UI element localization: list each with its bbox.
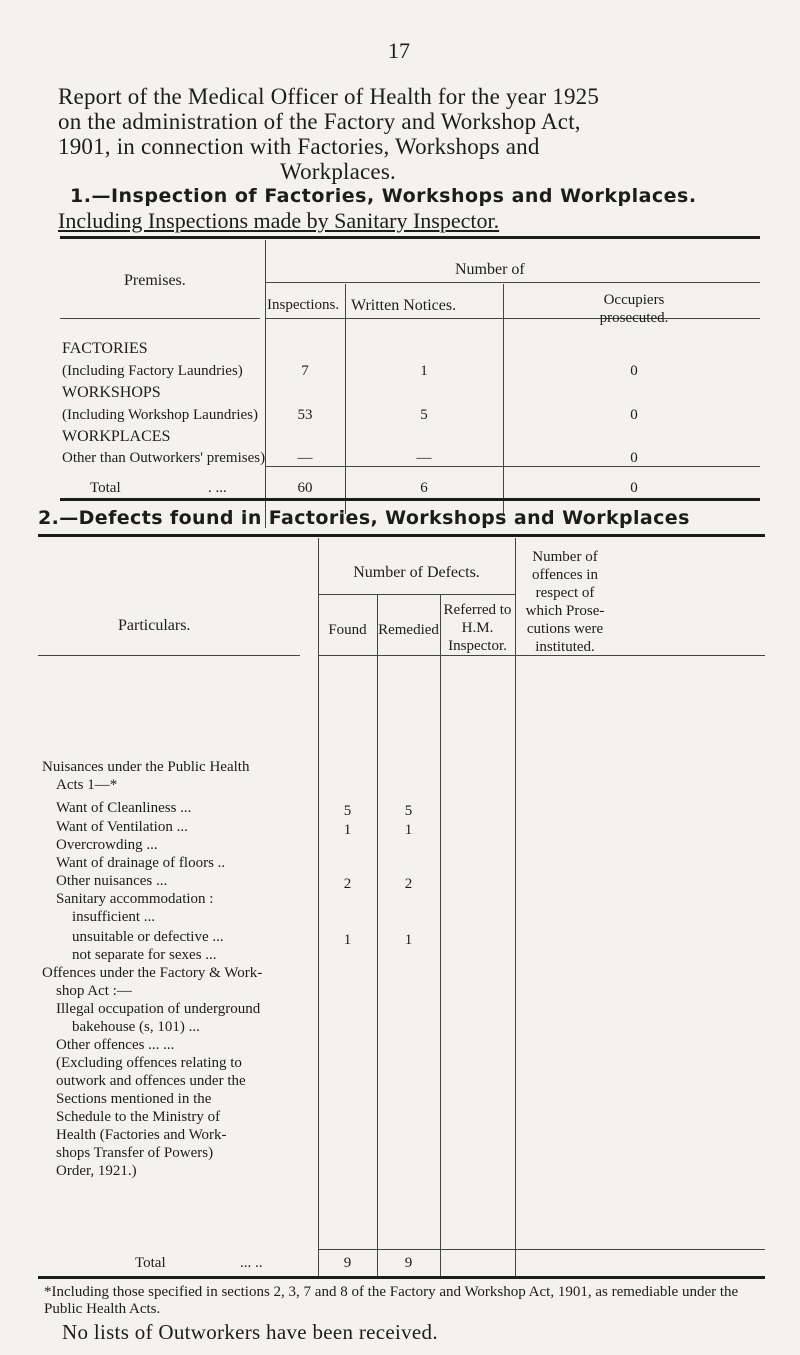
header-rule xyxy=(265,282,760,283)
row-label: Other than Outworkers' premises) xyxy=(62,450,266,466)
referred-header: Inspector. xyxy=(448,638,507,654)
report-title xyxy=(58,84,758,184)
particular-row: Health (Factories and Work- xyxy=(56,1127,227,1143)
premises-header: Premises. xyxy=(124,272,186,289)
particular-row: insufficient ... xyxy=(72,909,156,925)
row-label: (Including Factory Laundries) xyxy=(62,363,243,379)
particular-row: Want of Cleanliness ... xyxy=(56,800,192,816)
particular-row: Want of Ventilation ... xyxy=(56,819,188,835)
remedied-value: 2 xyxy=(404,876,413,892)
page-number: 17 xyxy=(388,38,410,63)
inspections-header: Inspections. xyxy=(267,297,340,313)
inspections-value: — xyxy=(297,450,313,466)
remedied-header: Remedied xyxy=(378,622,439,638)
particular-row: not separate for sexes ... xyxy=(72,947,217,963)
row-label: FACTORIES xyxy=(62,340,148,357)
total-dots: . ... xyxy=(208,480,227,496)
prosecuted-value: 0 xyxy=(630,450,638,466)
particular-row: Schedule to the Ministry of xyxy=(56,1109,221,1125)
total-inspections: 60 xyxy=(297,480,313,496)
particular-row: Sanitary accommodation : xyxy=(56,891,214,907)
column-divider xyxy=(440,594,441,1276)
number-of-header: Number of xyxy=(455,261,525,278)
title-line: Report of the Medical Officer of Health for the year 1925 xyxy=(58,84,600,109)
prosecuted-value: 0 xyxy=(630,407,638,423)
inspections-value: 7 xyxy=(301,363,309,379)
particular-row: Other nuisances ... xyxy=(56,873,168,889)
table-bottom-rule xyxy=(38,1276,765,1279)
total-dots: ... .. xyxy=(240,1255,263,1271)
occupiers-header: Occupiers xyxy=(603,292,665,308)
particular-row: Illegal occupation of underground xyxy=(56,1001,261,1017)
prosecutions-header-line: respect of xyxy=(535,585,595,601)
particular-row: Want of drainage of floors .. xyxy=(56,855,226,871)
title-line: on the administration of the Factory and Workshop Act, xyxy=(58,109,581,134)
prosecutions-header-line: which Prose- xyxy=(525,603,605,619)
section1-subheading: Including Inspections made by Sanitary Inspector. xyxy=(58,208,500,233)
header-rule xyxy=(38,655,300,656)
row-label: WORKSHOPS xyxy=(62,384,161,401)
total-remedied: 9 xyxy=(404,1255,413,1271)
total-label: Total xyxy=(135,1255,166,1271)
prosecutions-header-line: Number of xyxy=(532,549,598,565)
prosecutions-header-line: cutions were xyxy=(526,621,604,637)
remedied-value: 5 xyxy=(404,803,413,819)
row-label: WORKPLACES xyxy=(62,428,171,445)
row-label: (Including Workshop Laundries) xyxy=(62,407,258,423)
section2-heading: 2.—Defects found in Factories, Workshops and Workplaces xyxy=(38,507,690,529)
particular-row: Other offences ... ... xyxy=(56,1037,175,1053)
total-found: 9 xyxy=(343,1255,352,1271)
closing-statement: No lists of Outworkers have been received. xyxy=(62,1320,438,1344)
particular-row: shop Act :— xyxy=(56,983,132,999)
particulars-header: Particulars. xyxy=(118,617,191,634)
section1-heading: 1.—Inspection of Factories, Workshops and Workplaces. xyxy=(70,185,697,207)
column-divider xyxy=(515,538,516,1276)
particular-row: Sections mentioned in the xyxy=(56,1091,212,1107)
written-notices-header: Written Notices. xyxy=(351,297,457,314)
notices-value: 1 xyxy=(420,363,428,379)
title-line: Workplaces. xyxy=(280,159,396,184)
title-line: 1901, in connection with Factories, Workshops and xyxy=(58,134,540,159)
particular-row: Overcrowding ... xyxy=(56,837,158,853)
inspections-value: 53 xyxy=(297,407,313,423)
prosecuted-header: prosecuted. xyxy=(599,310,669,326)
particular-row: bakehouse (s, 101) ... xyxy=(72,1019,200,1035)
total-label: Total xyxy=(90,480,121,496)
total-rule xyxy=(318,1249,765,1250)
particular-row: (Excluding offences relating to xyxy=(56,1055,242,1071)
total-notices: 6 xyxy=(420,480,428,496)
particular-row: Offences under the Factory & Work- xyxy=(42,965,263,981)
found-value: 1 xyxy=(343,822,352,838)
referred-header: Referred to xyxy=(443,602,512,618)
total-prosecuted: 0 xyxy=(630,480,638,496)
column-divider xyxy=(318,538,319,1276)
notices-value: — xyxy=(416,450,432,466)
found-value: 2 xyxy=(343,876,352,892)
found-value: 1 xyxy=(343,932,352,948)
particular-row: shops Transfer of Powers) xyxy=(56,1145,214,1161)
header-rule xyxy=(318,594,515,595)
table-top-rule xyxy=(38,534,765,537)
footnote: *Including those specified in sections 2, 3, 7 and 8 of the Factory and Workshop Act, 1901, as remediable under the Public Health Acts. xyxy=(44,1284,739,1317)
particular-row: outwork and offences under the xyxy=(56,1073,246,1089)
prosecutions-header-line: instituted. xyxy=(535,639,595,655)
table-bottom-rule xyxy=(60,498,760,501)
remedied-value: 1 xyxy=(404,932,413,948)
prosecuted-value: 0 xyxy=(630,363,638,379)
referred-header: H.M. xyxy=(461,620,494,636)
notices-value: 5 xyxy=(420,407,428,423)
found-value: 5 xyxy=(343,803,352,819)
particular-row: Nuisances under the Public Health xyxy=(42,759,250,775)
number-of-defects-header: Number of Defects. xyxy=(353,564,480,581)
particular-row: Acts 1—* xyxy=(56,777,118,793)
remedied-value: 1 xyxy=(404,822,413,838)
table-top-rule xyxy=(60,236,760,239)
found-header: Found xyxy=(328,622,367,638)
header-rule xyxy=(60,318,260,319)
particular-row: unsuitable or defective ... xyxy=(72,929,224,945)
prosecutions-header xyxy=(517,548,613,656)
particular-row: Order, 1921.) xyxy=(56,1163,137,1179)
prosecutions-header-line: offences in xyxy=(532,567,598,583)
